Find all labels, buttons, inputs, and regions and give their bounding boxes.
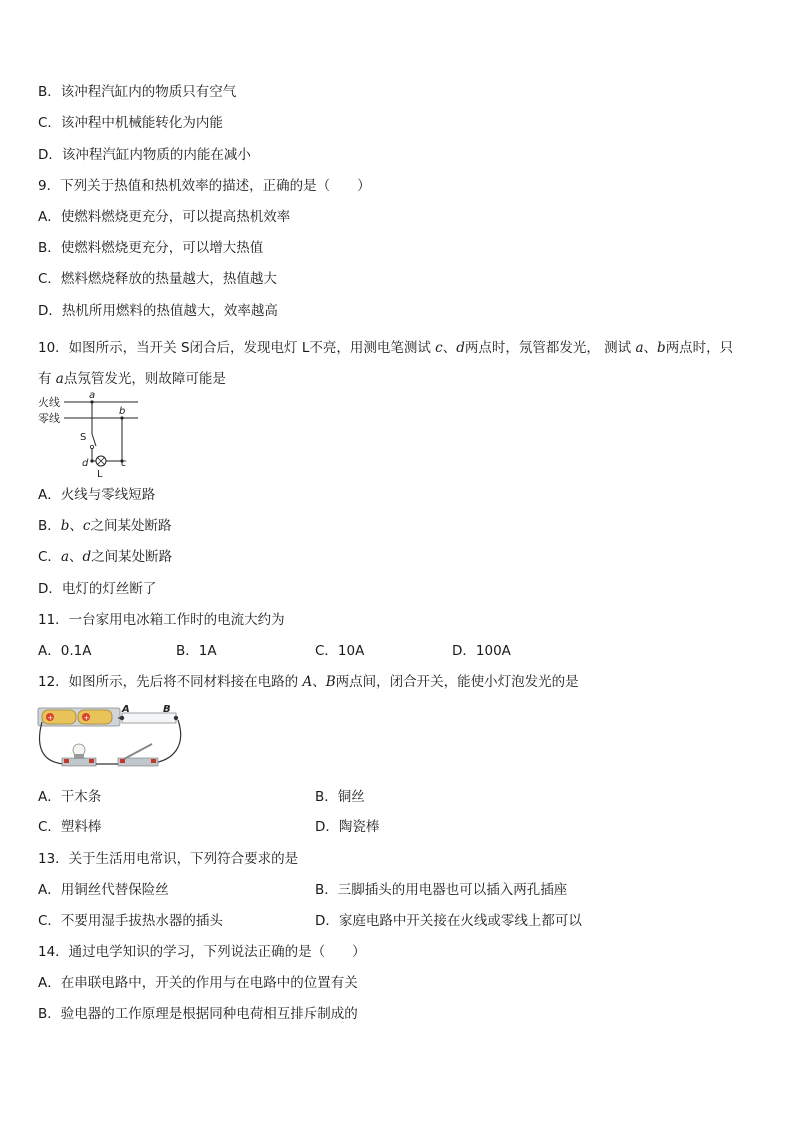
- label-a: A: [122, 704, 130, 715]
- question-14-option-b: B．验电器的工作原理是根据同种电荷相互排斥制成的: [38, 1006, 358, 1022]
- question-12-option-a: A．干木条: [38, 789, 102, 805]
- label-b: b: [119, 406, 126, 417]
- question-10-stem: 10．如图所示，当开关 S闭合后，发现电灯 L不亮，用测电笔测试 c、d两点时，氖管都发光， 测试 a、b两点时，只: [38, 340, 734, 356]
- label-b: B: [163, 704, 171, 715]
- question-10-option-c: C．a、d之间某处断路: [38, 549, 173, 565]
- svg-text:+: +: [47, 714, 54, 722]
- question-9-option-a: A．使燃料燃烧更充分，可以提高热机效率: [38, 209, 291, 225]
- question-12-option-b: B．铜丝: [315, 789, 365, 805]
- question-11-stem: 11．一台家用电冰箱工作时的电流大约为: [38, 612, 285, 628]
- question-14-option-a: A．在串联电路中，开关的作用与在电路中的位置有关: [38, 975, 358, 991]
- switch-blade: [92, 434, 96, 446]
- switch-lever: [124, 744, 152, 759]
- question-13-option-c: C．不要用湿手拔热水器的插头: [38, 913, 223, 929]
- question-13-option-b: B．三脚插头的用电器也可以插入两孔插座: [315, 882, 568, 898]
- question-12-option-d: D．陶瓷棒: [315, 819, 380, 835]
- question-10-option-d: D．电灯的灯丝断了: [38, 581, 157, 597]
- option-d: D．该冲程汽缸内物质的内能在减小: [38, 147, 251, 163]
- question-12-stem: 12．如图所示，先后将不同材料接在电路的 A、B两点间，闭合开关，能使小灯泡发光的是: [38, 674, 579, 690]
- label-a: a: [89, 390, 96, 401]
- option-b: B．该冲程汽缸内的物质只有空气: [38, 84, 237, 100]
- question-11-option-c: C．10A: [315, 643, 365, 659]
- question-10-option-a: A．火线与零线短路: [38, 487, 156, 503]
- question-11-option-b: B．1A: [176, 643, 217, 659]
- neutral-wire-label: 零线: [38, 412, 60, 425]
- material-test-circuit: [36, 704, 184, 772]
- question-11-option-d: D．100A: [452, 643, 511, 659]
- option-c: C．该冲程中机械能转化为内能: [38, 115, 223, 131]
- live-wire-label: 火线: [38, 396, 60, 409]
- question-13-stem: 13．关于生活用电常识，下列符合要求的是: [38, 851, 299, 867]
- question-10-stem-line2: 有 a点氖管发光，则故障可能是: [38, 371, 226, 387]
- question-10-option-b: B．b、c之间某处断路: [38, 518, 172, 534]
- label-c: c: [121, 458, 127, 469]
- question-9-option-b: B．使燃料燃烧更充分，可以增大热值: [38, 240, 264, 256]
- label-d: d: [82, 458, 89, 469]
- question-9-option-d: D．热机所用燃料的热值越大，效率越高: [38, 303, 278, 319]
- svg-text:+: +: [83, 714, 90, 722]
- question-11-option-a: A．0.1A: [38, 643, 92, 659]
- question-13-option-d: D．家庭电路中开关接在火线或零线上都可以: [315, 913, 582, 929]
- label-l: L: [97, 469, 103, 480]
- question-14-stem: 14．通过电学知识的学习，下列说法正确的是（ ）: [38, 944, 366, 960]
- label-s: S: [80, 432, 87, 443]
- question-9-stem: 9．下列关于热值和热机效率的描述，正确的是（ ）: [38, 178, 371, 194]
- question-9-option-c: C．燃料燃烧释放的热量越大，热值越大: [38, 271, 277, 287]
- household-circuit-diagram: [36, 390, 146, 480]
- question-13-option-a: A．用铜丝代替保险丝: [38, 882, 169, 898]
- question-12-option-c: C．塑料棒: [38, 819, 102, 835]
